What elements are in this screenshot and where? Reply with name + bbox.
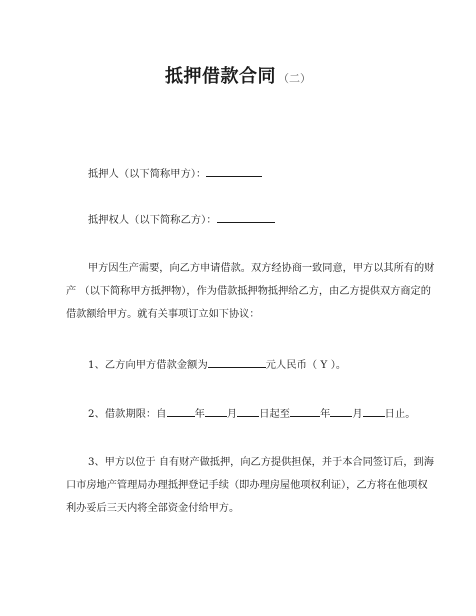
mortgagee-label: 抵押权人（以下简称乙方）： [88, 215, 217, 226]
mortgagor-label: 抵押人（以下简称甲方）： [88, 169, 207, 180]
start-day-label: 日起至 [259, 409, 291, 420]
mortgagor-blank [206, 166, 262, 177]
end-year-blank [290, 406, 320, 417]
end-day-blank [363, 406, 385, 417]
clause-2 [88, 406, 416, 422]
clause-1 [88, 357, 346, 373]
end-day-label: 日止。 [384, 409, 416, 420]
end-month-label: 月 [352, 409, 363, 420]
start-month-blank [205, 406, 227, 417]
clause-3-line-2: 口市房地产管理局办理抵押登记手续（即办理房屋他项权利证），乙方将在他项权 [66, 480, 428, 491]
intro-line-1: 甲方因生产需要，向乙方申请借款。双方经协商一致同意，甲方以其所有的财 [88, 263, 435, 274]
loan-amount-blank [208, 357, 266, 368]
clause-1-prefix: 1、乙方向甲方借款金额为 [88, 360, 208, 371]
clause-3-line-1: 3、甲方以位于 自有财产做抵押，向乙方提供担保，并于本合同签订后，到海 [88, 457, 434, 468]
clause-3-line-3: 利办妥后三天内将全部资金付给甲方。 [66, 503, 240, 514]
intro-line-2: 产 （以下简称甲方抵押物），作为借款抵押物抵押给乙方，由乙方提供双方商定的 [66, 286, 431, 297]
title-main: 抵押借款合同 [165, 66, 276, 87]
mortgagee-blank [217, 212, 275, 223]
document-title [0, 62, 476, 88]
mortgagee-line [88, 212, 275, 228]
start-year-label: 年 [194, 409, 205, 420]
mortgagor-line [88, 166, 262, 182]
clause-1-suffix: 元人民币（ Y ）。 [265, 360, 347, 371]
start-year-blank [167, 406, 195, 417]
title-suffix: （二） [278, 72, 311, 85]
end-month-blank [330, 406, 352, 417]
start-month-label: 月 [226, 409, 238, 420]
clause-2-prefix: 2、借款期限：自 [88, 409, 167, 420]
start-day-blank [237, 406, 259, 417]
end-year-label: 年 [320, 409, 331, 420]
intro-line-3: 借款额给甲方。就有关事项订立如下协议： [66, 309, 260, 320]
